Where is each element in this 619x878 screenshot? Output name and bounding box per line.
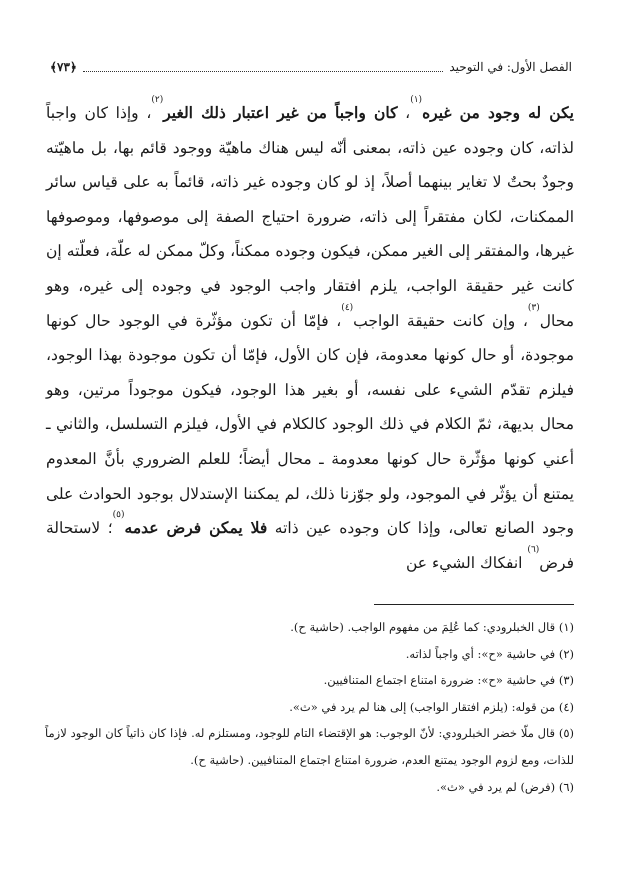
header-leader-dots (83, 63, 443, 72)
bold-phrase: كان واجباً من غير اعتبار ذلك الغير (163, 103, 398, 122)
footnote-ref-2: (٢) (151, 95, 164, 105)
chapter-title: الفصل الأول: في التوحيد (449, 60, 572, 74)
footnote-ref-4: (٤) (341, 302, 354, 313)
running-header (50, 58, 572, 76)
footnote-separator (374, 604, 574, 605)
main-text (46, 96, 574, 580)
body-text-segment: ، (397, 104, 411, 122)
body-paragraph (46, 96, 574, 580)
footnote-2: (٢) في حاشية «ح»: أي واجباً لذاته. (405, 646, 574, 661)
bold-phrase: فلا يمكن فرض عدمه (124, 518, 268, 538)
footnote-ref-3: (٣) (527, 302, 540, 313)
footnotes (45, 614, 574, 800)
footnote-3: (٣) في حاشية «ح»: ضرورة امتناع اجتماع المتنافيين. (323, 673, 574, 688)
body-text-segment: انفكاك الشيء عن (406, 553, 528, 572)
body-text-segment: ، وإذا كان واجباً لذاته، كان وجوده عين ذاته، بمعنى أنّه ليس هناك ماهيّة ووجود قائم بها، بل ماهيّته وجودٌ بحتٌ لا تغاير بينهما أصلاً، إذ لو كان وجوده غير ذاته، قائماً به على قياس سائر الممكنات، لكان مفتقراً إلى ذاته، ضرورة احتياج الصفة إلى موصوفها، وموصوفها غيرها، والمفتقر إلى الغير ممكن، فيكون وجوده ممكناً، وكلّ ممكن له علّة، فعلّته إن كانت غير حقيقة الواجب، يلزم افتقار واجب الوجود في وجوده إلى غيره، وهو محال (46, 104, 574, 330)
body-text-segment: ، وإن كانت حقيقة الواجب (353, 311, 528, 330)
body-text-segment: ، فإمّا أن تكون مؤثّرة في الوجود حال كونها موجودة، أو حال كونها معدومة، فإن كان الأول، فإمّا أن تكون موجودة بهذا الوجود، فيلزم تقدّم الشيء على نفسه، أو بغير هذا الوجود، فيكون موجوداً مرتين، وهو محال بديهة، ثمّ الكلام في ذلك الوجود كالكلام في الأول، فيلزم التسلسل، والثاني ـ أعني كونها مؤثّرة حال كونها معدومة ـ محال أيضاً؛ للعلم الضروري بأنَّ المعدوم يمتنع أن يؤثّر في الموجود، ولو جوّزنا ذلك، لم يمكننا الإستدلال بوجود الحوادث على وجود الصانع تعالى، وإذا كان وجوده عين ذاته (46, 311, 574, 538)
footnote-4: (٤) من قوله: (يلزم افتقار الواجب) إلى هنا لم يرد في «ث». (289, 699, 574, 714)
page-number: ﴿٧٣﴾ (50, 60, 77, 74)
footnote-ref-6: (٦) (527, 544, 540, 555)
footnote-5: (٥) قال ملّا خضر الخبلرودي: لأنّ الوجوب: هو الإقتضاء التام للوجود، ومستلزم له. فإذا كان ذاتياً كان الوجود لازماً للذات، ومع لزوم الوجود يمتنع العدم، ضرورة امتناع اجتماع المتنافيين. (حاشية ح). (45, 726, 574, 767)
footnote-1: (١) قال الخبلرودي: كما عُلِمَ من مفهوم الواجب. (حاشية ح). (290, 620, 574, 634)
bold-phrase: يكن له وجود من غيره (422, 103, 574, 122)
footnote-ref-5: (٥) (112, 510, 125, 521)
body-text-segment: ؛ لاستحالة فرض (46, 519, 574, 572)
footnote-6: (٦) (فرض) لم يرد في «ث». (436, 779, 574, 794)
footnote-ref-1: (١) (410, 95, 423, 105)
